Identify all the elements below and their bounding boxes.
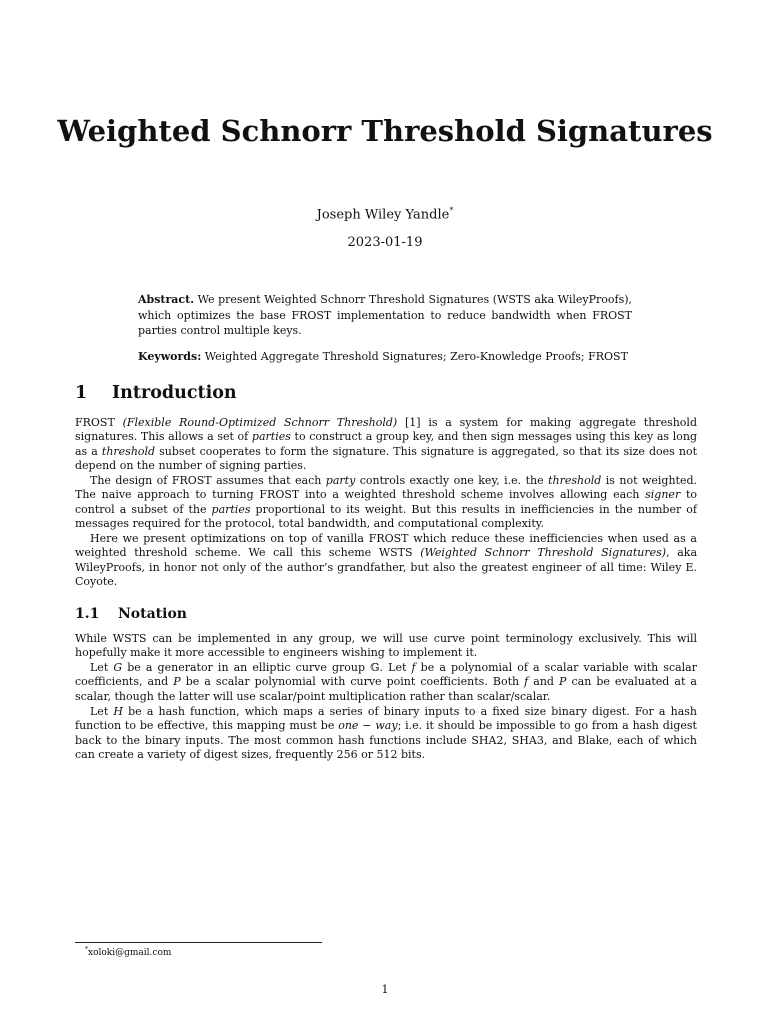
subsection-title: Notation: [118, 606, 187, 622]
section-heading-notation: [75, 606, 187, 622]
paper-date: 2023-01-19: [347, 235, 423, 250]
page-number: 1: [381, 983, 389, 996]
abstract-text: We present Weighted Schnorr Threshold Signatures (WSTS aka WileyProofs), which optimizes the base FROST implementation to reduce bandwidth when FROST parties control multiple keys.: [138, 293, 633, 337]
author-line: [0, 206, 770, 222]
section-heading-introduction: [75, 383, 237, 403]
section-title: Introduction: [112, 383, 237, 403]
notation-paragraph-2: Let G be a generator in an elliptic curve group 𝔾. Let f be a polynomial of a scalar variable with scalar coefficients, and P be a scalar polynomial with curve point coefficients. Both f and P can be evaluated at a scalar, though the latter will use scalar/point multiplication rather than scalar/scalar.: [75, 661, 697, 703]
footnote-rule: [75, 942, 322, 943]
keywords-label: Keywords:: [138, 350, 202, 363]
notation-paragraph-3: Let H be a hash function, which maps a series of binary inputs to a fixed size binary digest. For a hash function to be effective, this mapping must be one − way; i.e. it should be impossible to go from a hash digest back to the binary inputs. The most common hash functions include SHA2, SHA3, and Blake, each of which can create a variety of digest sizes, frequently 256 or 512 bits.: [75, 705, 697, 762]
intro-paragraph-2: The design of FROST assumes that each party controls exactly one key, i.e. the threshold is not weighted. The naive approach to turning FROST into a weighted threshold scheme involves allowing each signer to control a subset of the parties proportional to its weight. But this results in inefficiencies in the number of messages required for the protocol, total bandwidth, and computational complexity.: [75, 474, 697, 531]
section-number: 1: [75, 383, 88, 403]
intro-paragraph-3: Here we present optimizations on top of vanilla FROST which reduce these inefficiencies when used as a weighted threshold scheme. We call this scheme WSTS (Weighted Schnorr Threshold Signatures), aka WileyProofs, in honor not only of the author’s grandfather, but also the greatest engineer of all time: Wiley E. Coyote.: [75, 532, 697, 589]
keywords-text: Weighted Aggregate Threshold Signatures; Zero-Knowledge Proofs; FROST: [204, 350, 628, 363]
author-name: Joseph Wiley Yandle: [316, 207, 450, 223]
abstract: [138, 292, 632, 339]
footnote: [85, 946, 171, 958]
footnote-mark: *: [85, 946, 88, 953]
footnote-email: xoloki@gmail.com: [88, 948, 172, 958]
subsection-number: 1.1: [75, 606, 100, 622]
author-footnote-mark: *: [449, 206, 454, 215]
keywords: [138, 349, 638, 364]
abstract-label: Abstract.: [138, 293, 195, 306]
notation-paragraph-1: While WSTS can be implemented in any group, we will use curve point terminology exclusively. This will hopefully make it more accessible to engineers wishing to implement it.: [75, 632, 697, 660]
intro-paragraph-1: FROST (Flexible Round-Optimized Schnorr Threshold) [1] is a system for making aggregate threshold signatures. This allows a set of parties to construct a group key, and then sign messages using this key as long as a threshold subset cooperates to form the signature. This signature is aggregated, so that its size does not depend on the number of signing parties.: [75, 416, 698, 473]
paper-title: Weighted Schnorr Threshold Signatures: [57, 114, 713, 148]
